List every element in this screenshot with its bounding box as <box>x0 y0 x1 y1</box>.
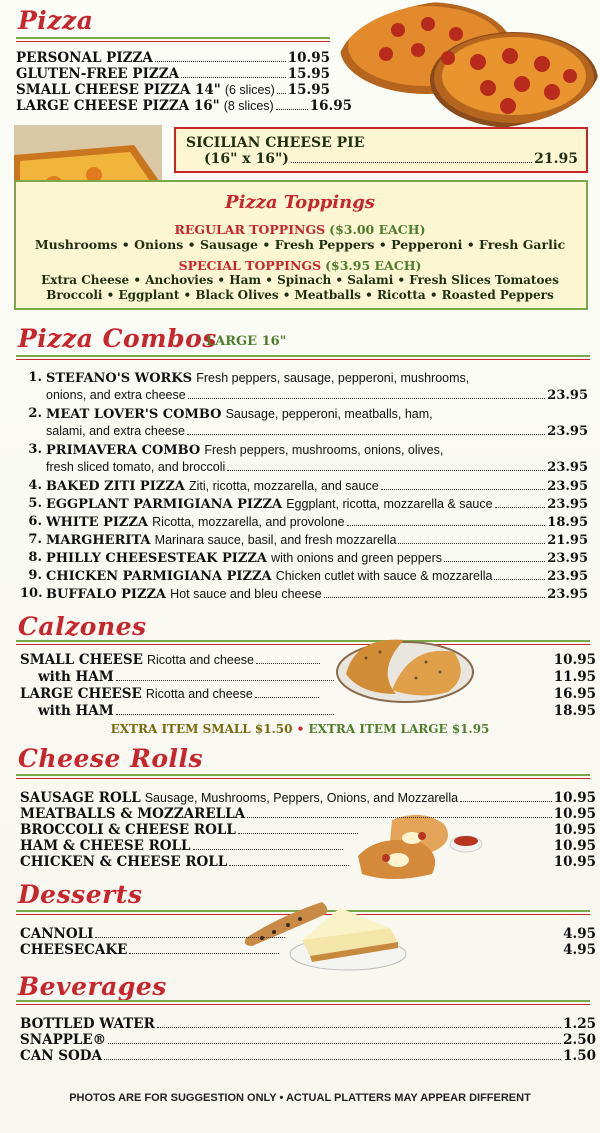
menu-item-row <box>38 669 596 685</box>
combo-item <box>20 406 588 440</box>
combo-desc: Chicken cutlet with sauce & mozzarella <box>275 569 493 583</box>
item-name: SNAPPLE® <box>20 1032 107 1048</box>
combo-name: PRIMAVERA COMBO <box>46 443 201 458</box>
item-note: (8 slices) <box>223 99 274 113</box>
item-name: PERSONAL PIZZA <box>16 50 153 66</box>
combo-name: CHICKEN PARMIGIANA PIZZA <box>46 569 272 584</box>
combo-item <box>20 478 588 495</box>
item-name: CHEESECAKE <box>20 942 128 958</box>
combo-price: 23.95 <box>547 460 588 475</box>
combo-number: 1. <box>28 370 42 385</box>
combo-price: 23.95 <box>547 551 588 566</box>
combo-item <box>20 568 588 585</box>
dot-leader <box>444 561 545 562</box>
toppings-title: Pizza Toppings <box>225 192 375 213</box>
cheese-rolls-rule <box>16 774 590 779</box>
special-toppings-list-1: Extra Cheese • Anchovies • Ham • Spinach • Salami • Fresh Slices Tomatoes <box>41 273 559 287</box>
dot-leader <box>398 543 545 544</box>
calzones-section-title: Calzones <box>18 612 147 641</box>
dot-leader <box>238 833 358 834</box>
item-name: HAM & CHEESE ROLL <box>20 838 191 854</box>
item-name: with HAM <box>38 669 114 685</box>
dot-leader <box>460 801 552 802</box>
menu-item-row <box>20 652 596 668</box>
combo-desc: Fresh peppers, sausage, pepperoni, mushrooms, <box>196 371 470 385</box>
combo-desc: Sausage, pepperoni, meatballs, ham, <box>225 407 433 421</box>
item-price: 11.95 <box>553 669 596 685</box>
item-name: MEATBALLS & MOZZARELLA <box>20 806 246 822</box>
combo-item <box>20 442 588 476</box>
item-price: 15.95 <box>287 66 330 82</box>
combo-desc: Marinara sauce, basil, and fresh mozzarella <box>154 533 397 547</box>
desserts-section-title: Desserts <box>18 880 143 909</box>
combo-name: WHITE PIZZA <box>46 515 148 530</box>
item-name: with HAM <box>38 703 114 719</box>
item-price: 10.95 <box>553 806 596 822</box>
menu-item-row <box>20 926 596 942</box>
menu-item-row <box>20 686 596 702</box>
extra-item-small: EXTRA ITEM SMALL $1.50 <box>110 722 293 736</box>
combo-item <box>20 514 588 531</box>
item-note: (6 slices) <box>224 83 275 97</box>
item-price: 10.95 <box>553 652 596 668</box>
combo-name: EGGPLANT PARMIGIANA PIZZA <box>46 497 283 512</box>
special-toppings-heading <box>0 258 600 273</box>
item-price: 10.95 <box>553 838 596 854</box>
combo-item <box>20 496 588 513</box>
footer-disclaimer: PHOTOS ARE FOR SUGGESTION ONLY • ACTUAL PLATTERS MAY APPEAR DIFFERENT <box>69 1092 531 1104</box>
dot-leader <box>129 953 279 954</box>
dot-leader <box>324 597 546 598</box>
dot-leader <box>276 109 308 110</box>
combos-section-title: Pizza Combos <box>18 324 217 353</box>
menu-item-row <box>20 838 596 854</box>
combo-desc: Hot sauce and bleu cheese <box>170 587 322 601</box>
dot-leader <box>187 434 545 435</box>
menu-item-row <box>20 790 596 806</box>
item-name: CAN SODA <box>20 1048 102 1064</box>
combo-desc: Ricotta, mozzarella, and provolone <box>152 515 345 529</box>
dot-leader <box>95 937 285 938</box>
combo-price: 23.95 <box>547 424 588 439</box>
item-name: BROCCOLI & CHEESE ROLL <box>20 822 236 838</box>
dot-leader <box>108 1043 561 1044</box>
combo-number: 3. <box>28 442 42 457</box>
combo-name: BAKED ZITI PIZZA <box>46 479 185 494</box>
item-price: 18.95 <box>553 703 596 719</box>
menu-item-row <box>38 703 596 719</box>
combo-name: STEFANO'S WORKS <box>46 371 193 386</box>
dot-leader <box>181 77 286 78</box>
item-price: 15.95 <box>287 82 330 98</box>
item-price: 10.95 <box>287 50 330 66</box>
dot-leader <box>116 680 334 681</box>
combo-name: MARGHERITA <box>46 533 151 548</box>
dot-leader <box>227 470 545 471</box>
pizza-photo <box>338 0 600 130</box>
menu-item-row <box>20 854 596 870</box>
combo-name: MEAT LOVER'S COMBO <box>46 407 222 422</box>
regular-toppings-label: REGULAR TOPPINGS <box>174 222 326 237</box>
item-price: 16.95 <box>553 686 596 702</box>
dot-leader <box>229 865 349 866</box>
combo-item <box>20 532 588 549</box>
item-desc: Ricotta and cheese <box>145 687 253 701</box>
combo-desc: Ziti, ricotta, mozzarella, and sauce <box>189 479 379 493</box>
sicilian-size: (16" x 16") <box>204 151 289 167</box>
item-price: 1.25 <box>563 1016 596 1032</box>
combo-price: 23.95 <box>547 388 588 403</box>
sicilian-price: 21.95 <box>534 151 578 167</box>
item-name: LARGE CHEESE <box>20 686 142 702</box>
item-price: 2.50 <box>563 1032 596 1048</box>
item-price: 10.95 <box>553 822 596 838</box>
dot-leader <box>116 714 334 715</box>
menu-item-row <box>20 1032 596 1048</box>
combo-desc-cont: fresh sliced tomato, and broccoli <box>46 460 226 474</box>
regular-toppings-heading <box>0 222 600 237</box>
menu-item-row <box>16 98 352 114</box>
combo-desc: Fresh peppers, mushrooms, onions, olives, <box>204 443 444 457</box>
menu-item-row <box>20 942 596 958</box>
item-price: 10.95 <box>553 854 596 870</box>
pizza-rule <box>16 37 330 42</box>
dot-leader <box>347 525 546 526</box>
item-name: SAUSAGE ROLL <box>20 790 141 806</box>
dot-leader <box>255 697 319 698</box>
dot-leader <box>256 663 320 664</box>
combo-price: 23.95 <box>547 569 588 584</box>
combo-desc-cont: onions, and extra cheese <box>46 388 186 402</box>
combo-price: 21.95 <box>547 533 588 548</box>
dot-leader <box>494 579 545 580</box>
item-name: SMALL CHEESE PIZZA 14" <box>16 82 221 98</box>
regular-toppings-list: Mushrooms • Onions • Sausage • Fresh Peppers • Pepperoni • Fresh Garlic <box>34 237 566 252</box>
beverages-section-title: Beverages <box>18 972 167 1001</box>
item-name: SMALL CHEESE <box>20 652 143 668</box>
dot-leader <box>104 1059 561 1060</box>
item-name: GLUTEN-FREE PIZZA <box>16 66 180 82</box>
sicilian-title: SICILIAN CHEESE PIE <box>186 135 365 151</box>
special-toppings-list-2: Broccoli • Eggplant • Black Olives • Meatballs • Ricotta • Roasted Peppers <box>46 288 554 302</box>
beverages-rule <box>16 1000 590 1005</box>
combo-number: 7. <box>28 532 42 547</box>
item-name: BOTTLED WATER <box>20 1016 155 1032</box>
menu-item-row <box>16 82 330 98</box>
menu-item-row <box>20 1048 596 1064</box>
combo-desc: with onions and green peppers <box>271 551 443 565</box>
regular-toppings-price: ($3.00 EACH) <box>329 222 426 237</box>
menu-item-row <box>20 1016 596 1032</box>
dot-leader <box>188 398 546 399</box>
dot-leader <box>495 507 546 508</box>
extra-item-large: EXTRA ITEM LARGE $1.95 <box>308 722 490 736</box>
combo-price: 18.95 <box>547 515 588 530</box>
combo-number: 4. <box>28 478 42 493</box>
combo-number: 6. <box>28 514 42 529</box>
combo-item <box>20 550 588 567</box>
item-name: CANNOLI <box>20 926 94 942</box>
combo-number: 5. <box>28 496 42 511</box>
item-price: 4.95 <box>563 926 596 942</box>
dot-leader <box>155 61 286 62</box>
item-price: 1.50 <box>563 1048 596 1064</box>
dot-leader <box>247 817 552 818</box>
item-price: 16.95 <box>309 98 352 114</box>
special-toppings-price: ($3.95 EACH) <box>325 258 422 273</box>
pizza-section-title: Pizza <box>18 6 94 35</box>
item-desc: Sausage, Mushrooms, Peppers, Onions, and Mozzarella <box>144 791 459 805</box>
combo-number: 9. <box>28 568 42 583</box>
combo-price: 23.95 <box>547 479 588 494</box>
combos-rule <box>16 355 590 360</box>
combo-desc: Eggplant, ricotta, mozzarella & sauce <box>286 497 493 511</box>
item-name: CHICKEN & CHEESE ROLL <box>20 854 228 870</box>
combo-number: 2. <box>28 406 42 421</box>
menu-item-row <box>16 50 330 66</box>
dot-leader <box>277 93 286 94</box>
combo-item <box>20 586 588 603</box>
combos-subtitle: LARGE 16" <box>206 334 287 349</box>
calzone-extras: EXTRA ITEM SMALL $1.50 • EXTRA ITEM LARGE $1.95 <box>110 722 490 736</box>
sicilian-row <box>204 151 578 167</box>
dot-leader <box>157 1027 561 1028</box>
dot-leader <box>291 162 532 163</box>
menu-item-row <box>20 806 596 822</box>
menu-item-row <box>16 66 330 82</box>
combo-desc-cont: salami, and extra cheese <box>46 424 185 438</box>
combo-name: PHILLY CHEESESTEAK PIZZA <box>46 551 267 566</box>
item-name: LARGE CHEESE PIZZA 16" <box>16 98 220 114</box>
combo-number: 8. <box>28 550 42 565</box>
dot-leader <box>193 849 343 850</box>
cheese-rolls-section-title: Cheese Rolls <box>18 744 204 773</box>
combo-price: 23.95 <box>547 587 588 602</box>
combo-item <box>20 370 588 404</box>
item-price: 10.95 <box>553 790 596 806</box>
combo-number: 10. <box>20 586 43 601</box>
special-toppings-label: SPECIAL TOPPINGS <box>178 258 322 273</box>
item-price: 4.95 <box>563 942 596 958</box>
combo-name: BUFFALO PIZZA <box>46 587 167 602</box>
calzones-rule <box>16 640 590 645</box>
item-desc: Ricotta and cheese <box>146 653 254 667</box>
menu-item-row <box>20 822 596 838</box>
combo-price: 23.95 <box>547 497 588 512</box>
dot-leader <box>381 489 546 490</box>
